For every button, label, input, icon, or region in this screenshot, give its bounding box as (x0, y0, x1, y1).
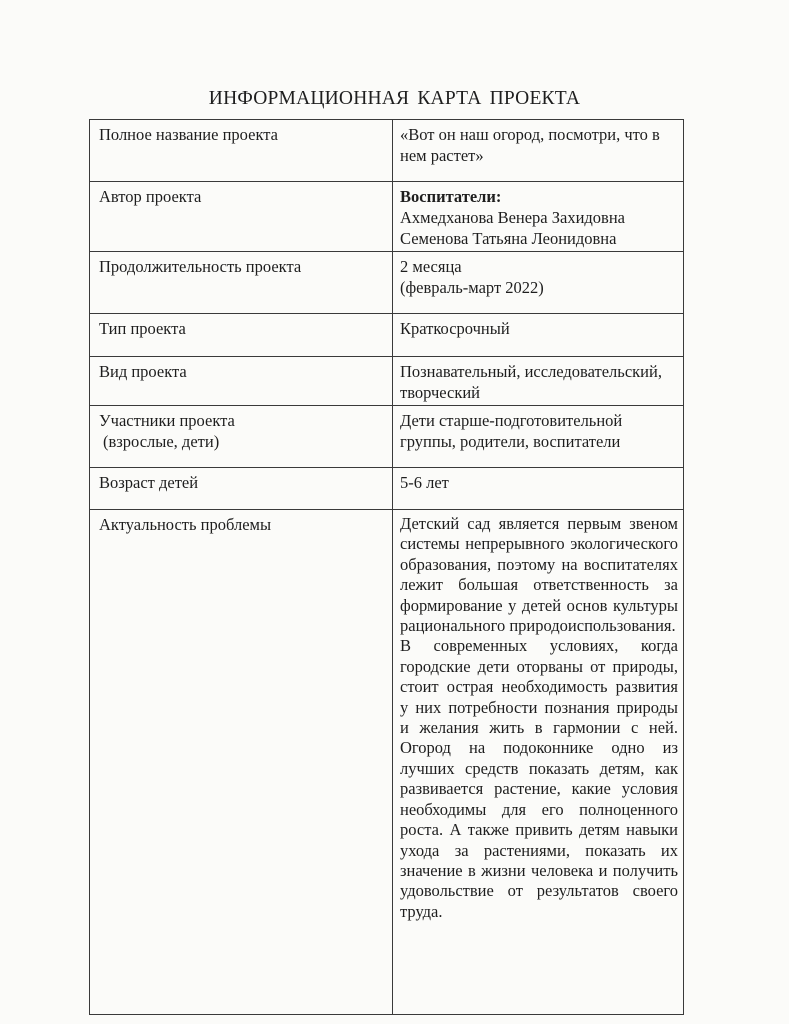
author-value (393, 182, 684, 252)
table-row-type (90, 314, 684, 357)
page-title: ИНФОРМАЦИОННАЯ КАРТА ПРОЕКТА (208, 88, 581, 109)
table-row-duration (90, 252, 684, 314)
duration-label: Продолжительность проекта (90, 252, 393, 314)
relevance-paragraph-2: В современных условиях, когда городские дети оторваны от природы, стоит острая необходимость развития у них потребности познания природы и желания жить в гармонии с ней. Огород на подоконнике одно из лучших средств показать детям, как развивается растение, какие условия необходимы для его полноценного роста. А также привить детям навыки ухода за растениями, показать их значение в жизни человека и получить удовольствие от результатов своего труда. (400, 636, 678, 921)
age-value: 5-6 лет (393, 468, 684, 510)
table-row-full-name (90, 120, 684, 182)
relevance-label: Актуальность проблемы (90, 510, 393, 1015)
duration-line-2: (февраль-март 2022) (400, 278, 544, 297)
full-name-label: Полное название проекта (90, 120, 393, 182)
table-row-kind (90, 357, 684, 406)
relevance-value (393, 510, 684, 1015)
author-label: Автор проекта (90, 182, 393, 252)
author-name-1: Ахмедханова Венера Захидовна (400, 208, 626, 227)
table-row-age (90, 468, 684, 510)
kind-label: Вид проекта (90, 357, 393, 406)
author-heading: Воспитатели: (400, 187, 502, 206)
type-value: Краткосрочный (393, 314, 684, 357)
kind-value: Познавательный, исследовательский, творческий (393, 357, 684, 406)
table-row-participants (90, 406, 684, 468)
full-name-value: «Вот он наш огород, посмотри, что в нем растет» (393, 120, 684, 182)
relevance-paragraph-1: Детский сад является первым звеном системы непрерывного экологического образования, поэтому на воспитателях лежит большая ответственность за формирование у детей основ культуры рационального природоиспользования. (400, 514, 678, 636)
participants-label-sub: (взрослые, дети) (103, 432, 220, 451)
duration-value (393, 252, 684, 314)
participants-value: Дети старше-подготовительной группы, родители, воспитатели (393, 406, 684, 468)
project-info-table (89, 119, 684, 1015)
duration-line-1: 2 месяца (400, 257, 462, 276)
age-label: Возраст детей (90, 468, 393, 510)
table-row-relevance (90, 510, 684, 1015)
type-label: Тип проекта (90, 314, 393, 357)
participants-label (90, 406, 393, 468)
table-row-author (90, 182, 684, 252)
author-name-2: Семенова Татьяна Леонидовна (400, 229, 617, 248)
participants-label-main: Участники проекта (99, 411, 235, 430)
